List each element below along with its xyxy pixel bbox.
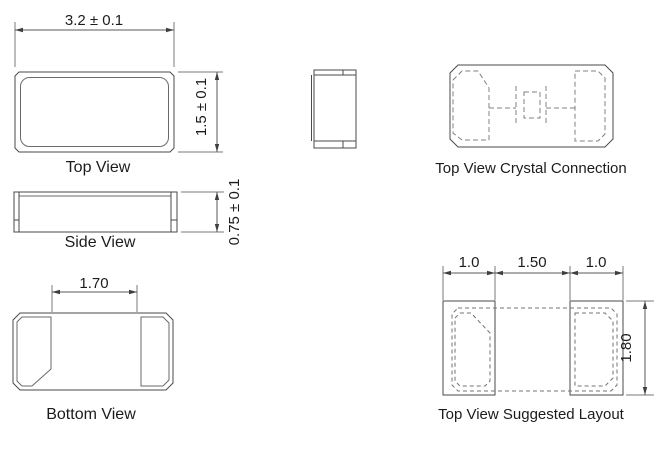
arrowhead-left-icon xyxy=(15,28,23,32)
arrowhead-down-icon xyxy=(215,224,219,232)
arrowhead-down-icon xyxy=(643,387,647,395)
side-view-body xyxy=(14,192,177,232)
top-view-lid xyxy=(21,78,169,147)
layout-left-pad-dim: 1.0 xyxy=(458,254,480,271)
layout-package-outline xyxy=(452,308,617,391)
crystal-connection-view xyxy=(435,65,626,177)
crystal-connection-label: Top View Crystal Connection xyxy=(435,160,627,177)
left-electrode xyxy=(453,71,489,140)
top-view-width-dim: 3.2 ± 0.1 xyxy=(64,12,124,29)
arrowhead-left-icon xyxy=(52,290,60,294)
top-view-label: Top View xyxy=(65,159,131,176)
arrowhead-left-icon xyxy=(495,271,503,275)
layout-left-electrode xyxy=(455,313,490,386)
bottom-view-right-pad xyxy=(141,317,169,386)
package-outline xyxy=(450,65,613,147)
suggested-layout-view xyxy=(438,254,654,423)
side-view-height-dim: 0.75 ± 0.1 xyxy=(226,178,243,246)
arrowhead-left-icon xyxy=(570,271,578,275)
arrowhead-right-icon xyxy=(129,290,137,294)
suggested-layout-label: Top View Suggested Layout xyxy=(438,406,624,423)
arrowhead-up-icon xyxy=(643,301,647,309)
bottom-view-gap-dim: 1.70 xyxy=(79,275,109,292)
arrowhead-right-icon xyxy=(166,28,174,32)
arrowhead-right-icon xyxy=(562,271,570,275)
arrowhead-right-icon xyxy=(615,271,623,275)
arrowhead-up-icon xyxy=(215,72,219,80)
bottom-view-outline xyxy=(13,313,173,390)
layout-left-land-pad xyxy=(443,301,495,395)
end-view xyxy=(312,70,357,148)
side-view-label: Side View xyxy=(64,234,136,251)
top-view-outline xyxy=(15,72,174,152)
arrowhead-up-icon xyxy=(215,192,219,200)
layout-height-dim: 1.80 xyxy=(618,333,635,363)
layout-right-electrode xyxy=(575,313,613,386)
side-view xyxy=(14,179,243,251)
layout-right-pad-dim: 1.0 xyxy=(585,254,607,271)
arrowhead-down-icon xyxy=(215,144,219,152)
crystal-element xyxy=(524,92,540,118)
layout-right-land-pad xyxy=(570,301,623,395)
right-electrode xyxy=(575,71,605,141)
arrowhead-right-icon xyxy=(487,271,495,275)
end-view-body xyxy=(314,70,356,148)
bottom-view-left-pad xyxy=(17,317,51,386)
layout-gap-dim: 1.50 xyxy=(517,254,547,271)
bottom-view-label: Bottom View xyxy=(46,406,136,423)
top-view-height-dim: 1.5 ± 0.1 xyxy=(193,77,210,137)
bottom-view xyxy=(13,275,173,423)
top-view xyxy=(15,12,223,176)
arrowhead-left-icon xyxy=(443,271,451,275)
